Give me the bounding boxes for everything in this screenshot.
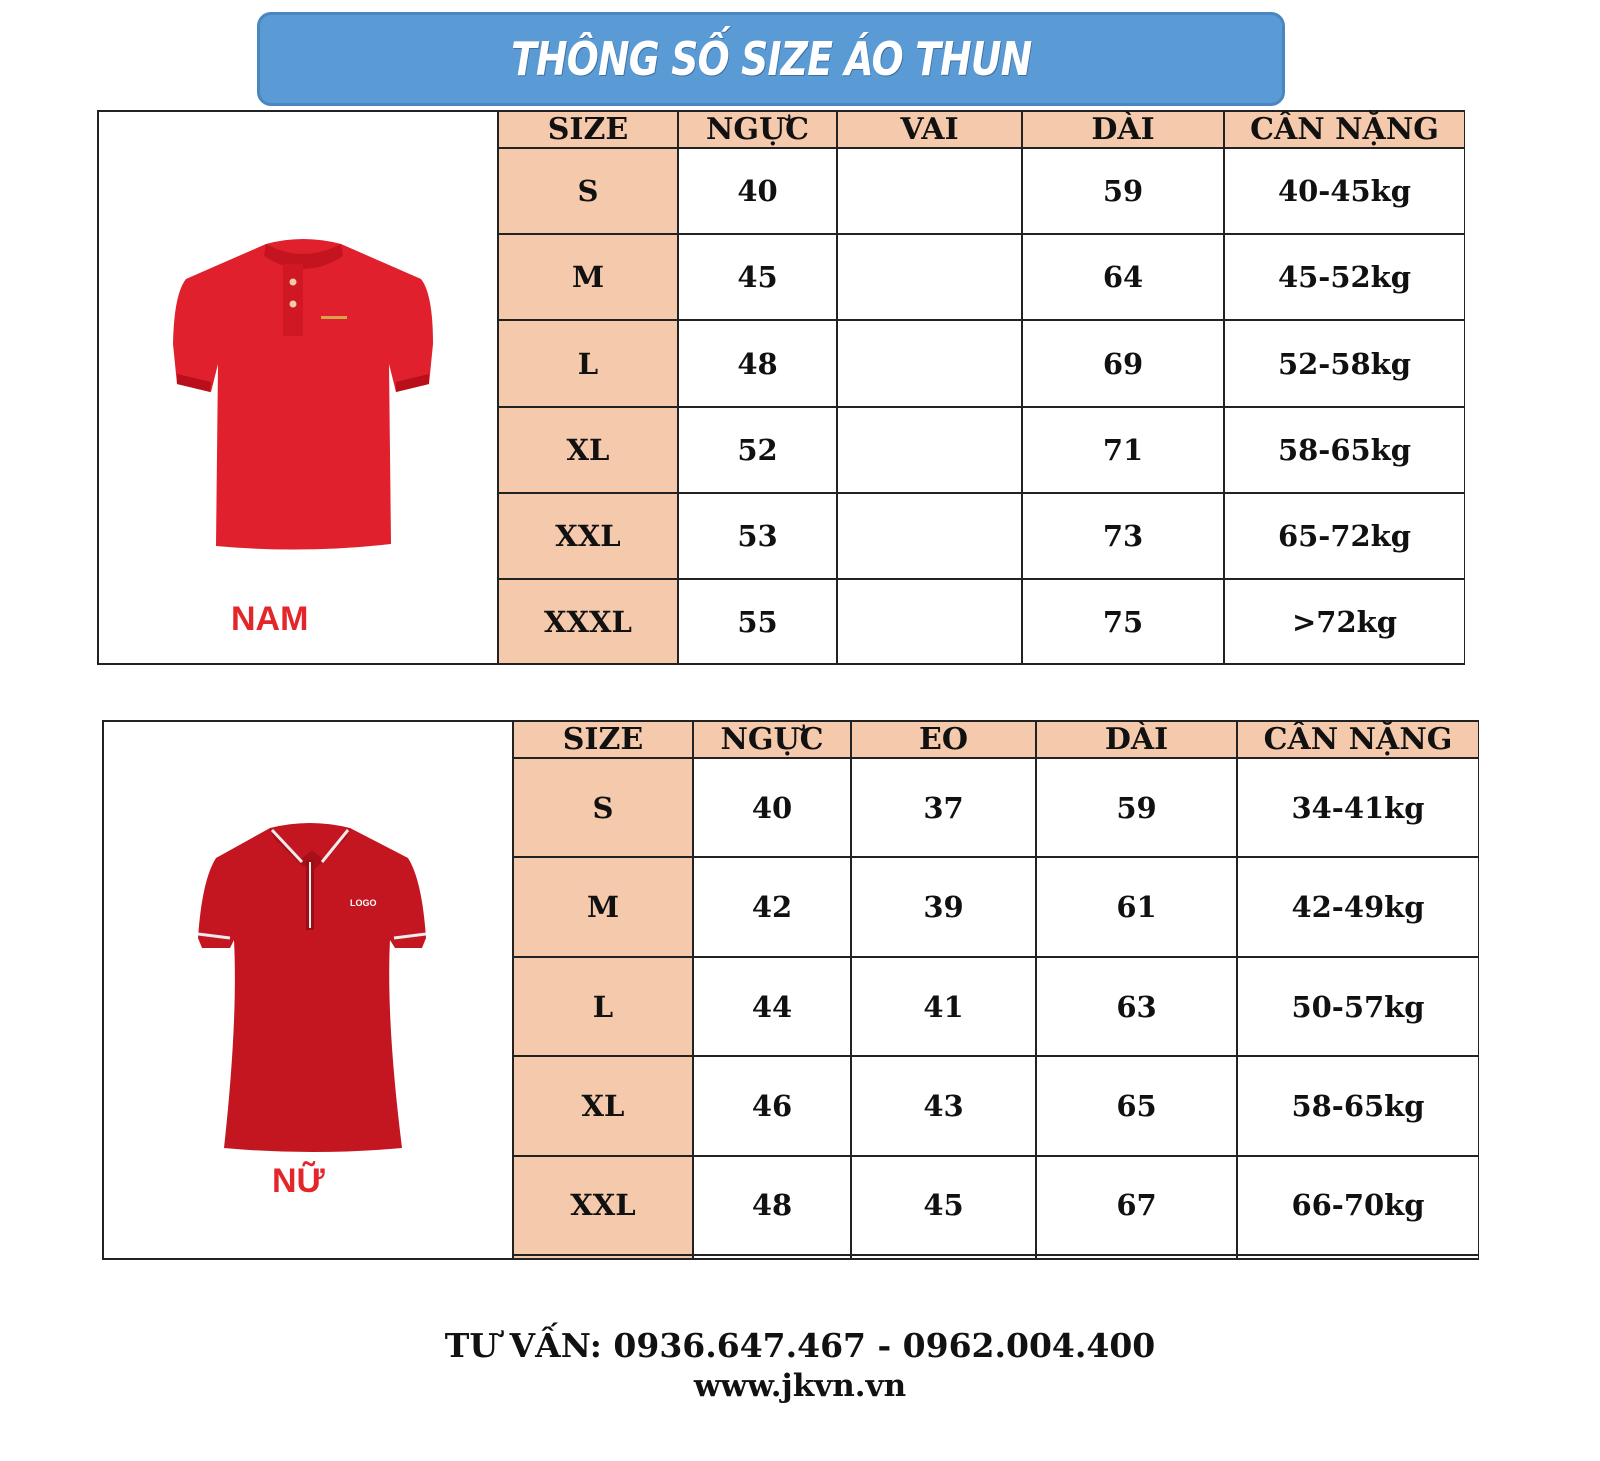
length-cell: 75 [1022,579,1224,663]
length-cell: 69 [1022,320,1224,406]
chest-cell [693,1255,851,1258]
weight-cell: 52-58kg [1224,320,1464,406]
length-cell: 67 [1036,1156,1237,1255]
waist-cell: 45 [851,1156,1036,1255]
table-row [513,957,1478,1056]
size-cell: XXL [513,1156,693,1255]
men-label: NAM [231,600,309,638]
weight-cell: 58-65kg [1237,1056,1478,1155]
table-row [513,1156,1478,1255]
length-cell: 73 [1022,493,1224,579]
size-cell: XXL [498,493,678,579]
page-title: THÔNG SỐ SIZE ÁO THUN [510,32,1032,86]
length-cell [1036,1255,1237,1258]
table-row [498,234,1464,320]
chest-cell: 44 [693,957,851,1056]
chest-cell: 45 [678,234,837,320]
weight-cell: >72kg [1224,579,1464,663]
length-cell: 59 [1036,758,1237,857]
length-cell: 59 [1022,148,1224,234]
size-cell: XXXL [498,579,678,663]
women-label: NỮ [272,1162,325,1200]
women-size-table [512,722,1478,1258]
waist-cell: 39 [851,857,1036,956]
chest-cell: 40 [693,758,851,857]
header-cell: DÀI [1036,722,1237,758]
weight-cell [1237,1255,1478,1258]
size-cell: S [498,148,678,234]
waist-cell: 37 [851,758,1036,857]
header-cell: SIZE [513,722,693,758]
chest-cell: 42 [693,857,851,956]
shoulder-cell [837,148,1022,234]
shoulder-cell [837,493,1022,579]
header-cell: DÀI [1022,112,1224,148]
men-size-section [97,110,1465,665]
weight-cell: 42-49kg [1237,857,1478,956]
men-polo-shirt-icon [171,234,436,559]
header-cell: VAI [837,112,1022,148]
website-text: www.jkvn.vn [693,1368,907,1404]
men-size-table [497,112,1464,663]
length-cell: 61 [1036,857,1237,956]
header-cell: CÂN NẶNG [1237,722,1478,758]
length-cell: 71 [1022,407,1224,493]
weight-cell: 50-57kg [1237,957,1478,1056]
chest-cell: 55 [678,579,837,663]
length-cell: 65 [1036,1056,1237,1155]
table-row [513,857,1478,956]
length-cell: 64 [1022,234,1224,320]
weight-cell: 34-41kg [1237,758,1478,857]
waist-cell: 43 [851,1056,1036,1155]
size-cell: S [513,758,693,857]
women-size-section [102,720,1479,1260]
waist-cell [851,1255,1036,1258]
weight-cell: 40-45kg [1224,148,1464,234]
length-cell: 63 [1036,957,1237,1056]
chest-cell: 48 [693,1156,851,1255]
weight-cell: 66-70kg [1237,1156,1478,1255]
women-image-panel [104,722,514,1258]
table-header-row [513,722,1478,758]
chest-cell: 46 [693,1056,851,1155]
table-header-row [498,112,1464,148]
shoulder-cell [837,320,1022,406]
chest-cell: 40 [678,148,837,234]
title-banner [257,12,1285,106]
waist-cell: 41 [851,957,1036,1056]
weight-cell: 65-72kg [1224,493,1464,579]
chest-cell: 53 [678,493,837,579]
size-cell: M [498,234,678,320]
size-cell [513,1255,693,1258]
table-row [498,407,1464,493]
table-row [513,1255,1478,1258]
size-cell: XL [513,1056,693,1155]
weight-cell: 45-52kg [1224,234,1464,320]
header-cell: NGỰC [678,112,837,148]
shoulder-cell [837,234,1022,320]
size-cell: M [513,857,693,956]
women-polo-shirt-icon [190,820,435,1155]
header-cell: SIZE [498,112,678,148]
chest-cell: 48 [678,320,837,406]
table-row [513,1056,1478,1155]
chest-cell: 52 [678,407,837,493]
table-row [498,493,1464,579]
contact-phone-text: TƯ VẤN: 0936.647.467 - 0962.004.400 [444,1326,1156,1365]
header-cell: NGỰC [693,722,851,758]
size-cell: L [498,320,678,406]
table-row [498,320,1464,406]
table-row [498,579,1464,663]
logo-placeholder-text: LOGO [350,898,377,908]
men-image-panel [99,112,499,663]
table-row [513,758,1478,857]
header-cell: CÂN NẶNG [1224,112,1464,148]
header-cell: EO [851,722,1036,758]
size-cell: L [513,957,693,1056]
weight-cell: 58-65kg [1224,407,1464,493]
shoulder-cell [837,407,1022,493]
table-row [498,148,1464,234]
shoulder-cell [837,579,1022,663]
size-cell: XL [498,407,678,493]
